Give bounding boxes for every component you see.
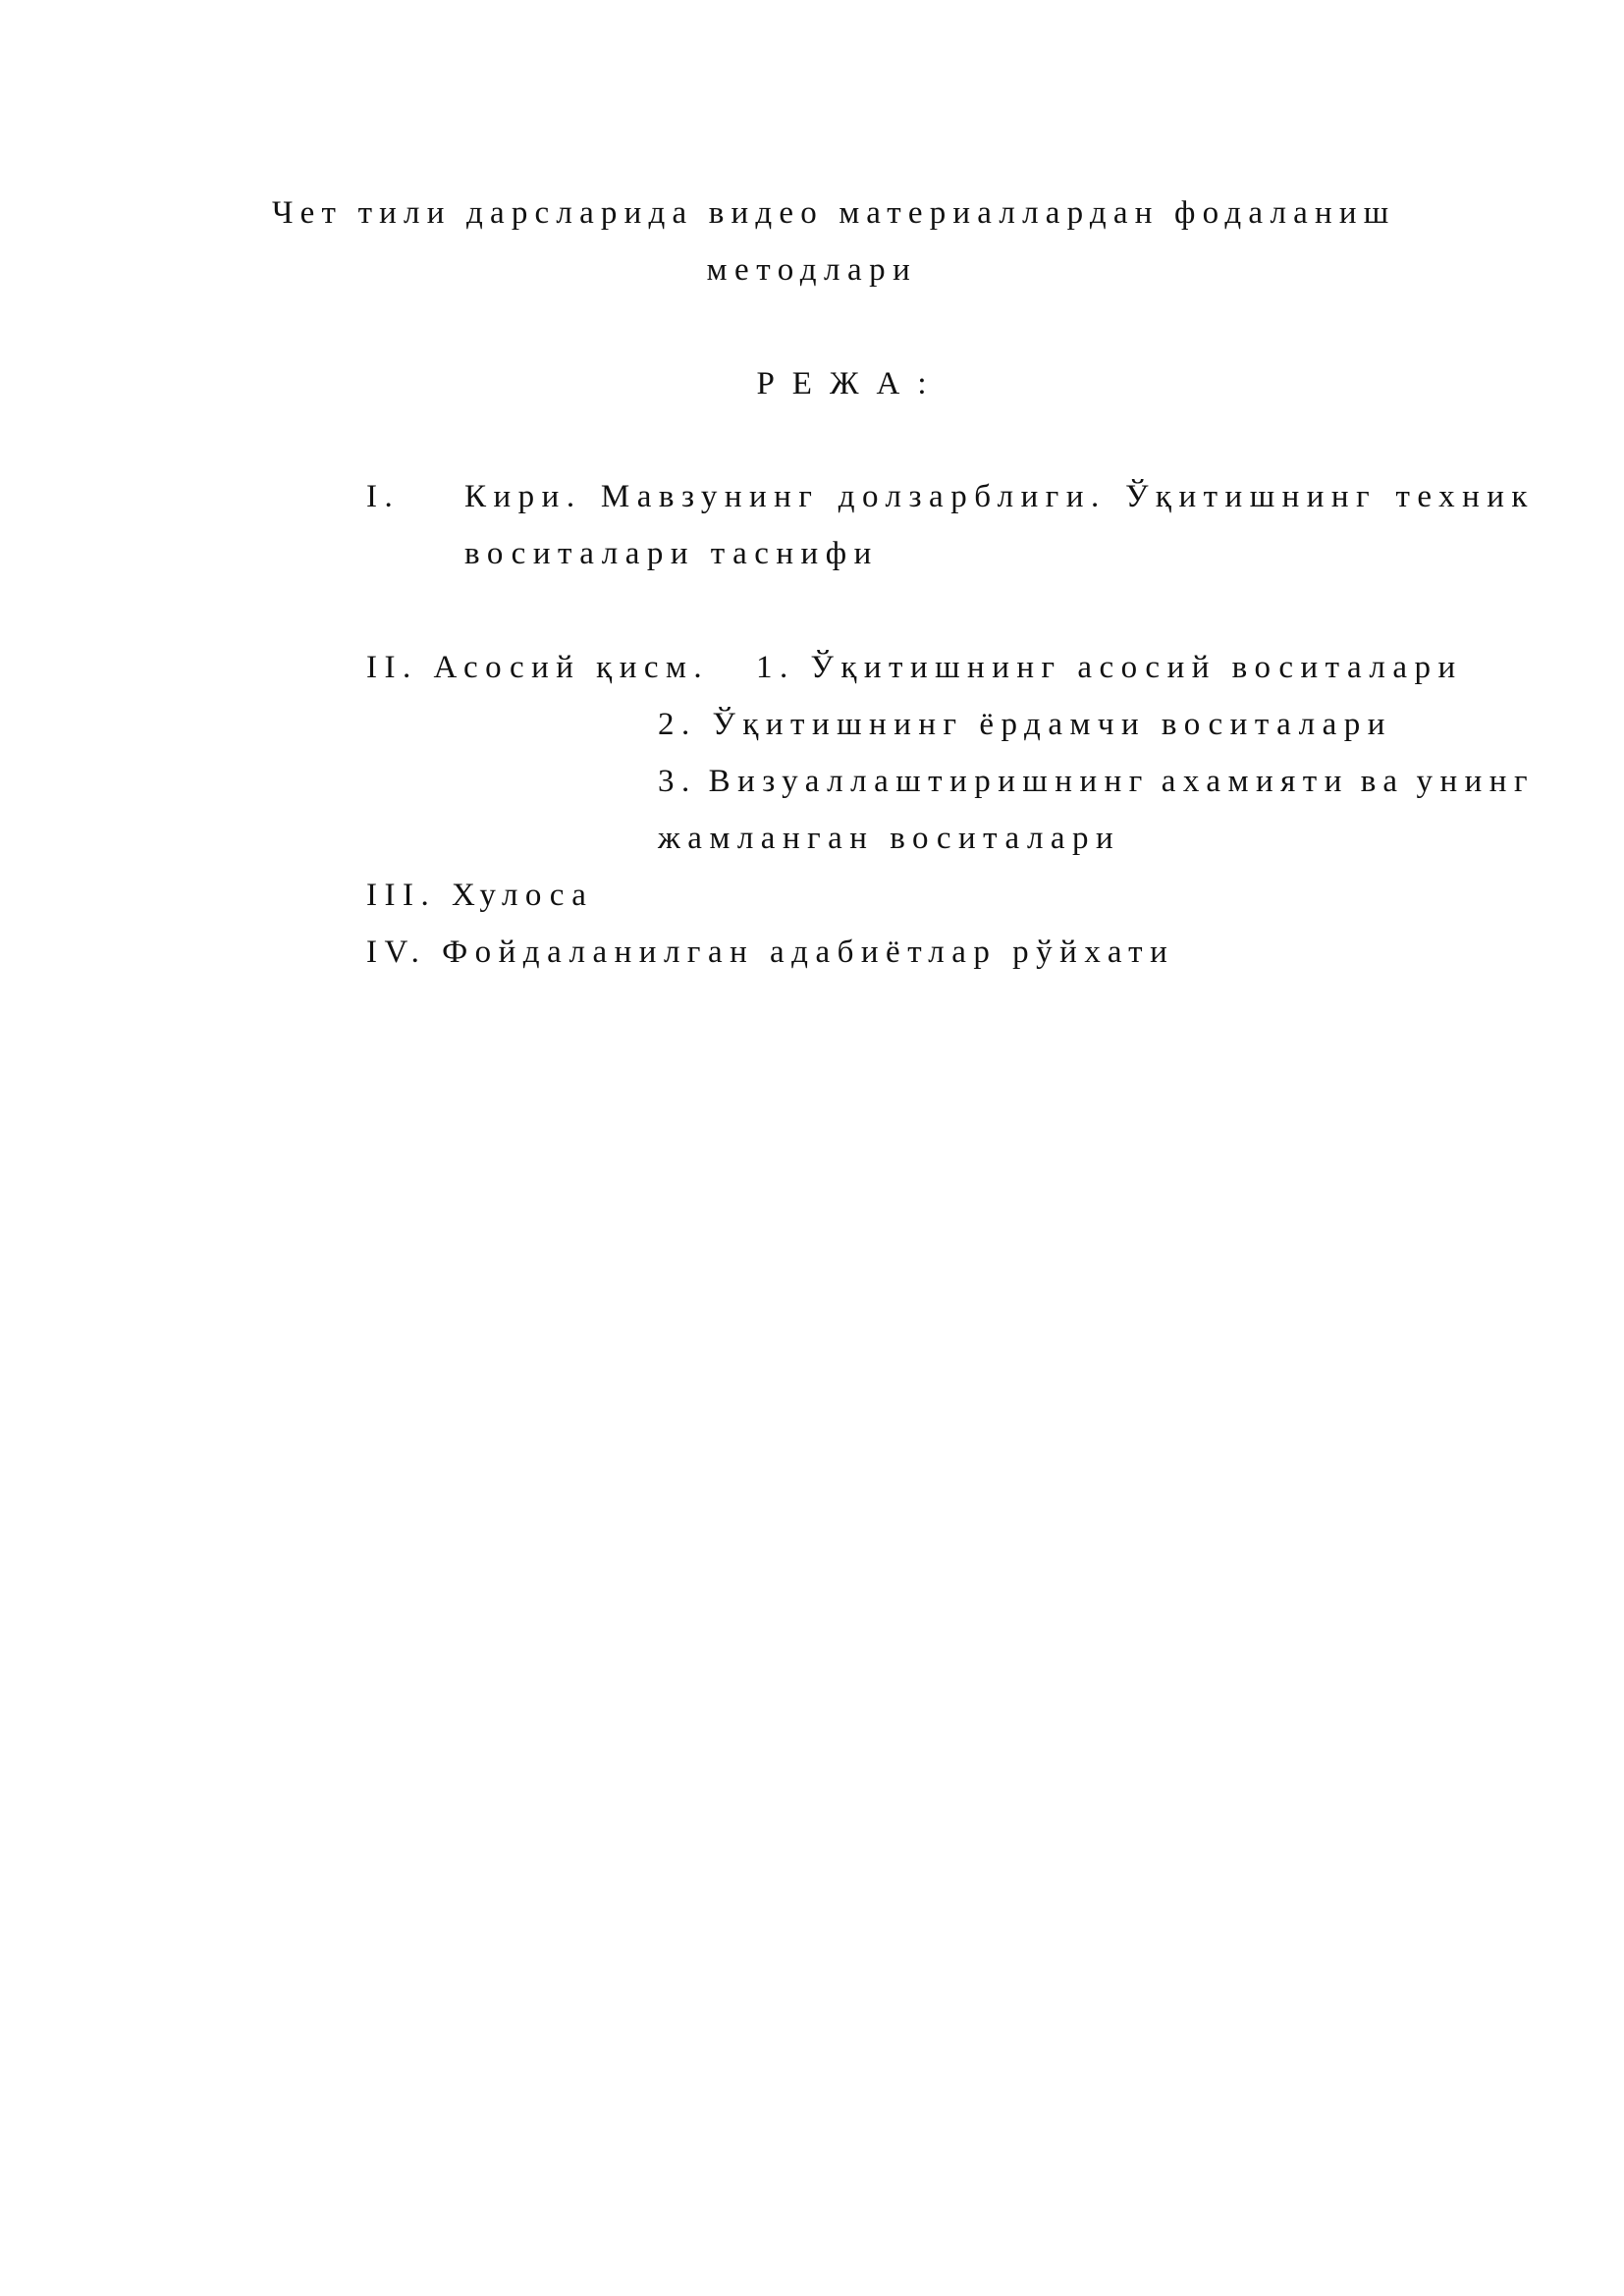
plan-subitem-2: 2. Ўқитишнинг ёрдамчи воситалари [658, 707, 1392, 742]
plan-item-1-word: Мавзунинг [600, 479, 820, 514]
plan-item-1-word: Ўқитишнинг [1125, 479, 1378, 514]
plan-subitem-3-word: ва [1360, 764, 1405, 799]
plan-subitem-1: 1. Ўқитишнинг асосий воситалари [756, 650, 1463, 685]
plan-subitem-3-word: 3. [658, 764, 697, 799]
plan-item-1-word: техник [1395, 479, 1535, 514]
plan-item-1-number: I. [366, 479, 401, 514]
plan-item-4: IV. Фойдаланилган адабиётлар рўйхати [366, 934, 1175, 970]
plan-heading: РЕЖА: [756, 366, 945, 401]
plan-item-1-word: Кири. [464, 479, 582, 514]
plan-item-1-line-2: воситалари таснифи [464, 536, 879, 571]
plan-subitem-3-word: Визуаллаштиришнинг [708, 764, 1150, 799]
document-title-line-1: Чет тили дарсларида видео материаллардан фодаланиш [272, 195, 1396, 231]
plan-item-3: III. Хулоса [366, 878, 594, 913]
plan-item-1-line-1 [464, 481, 1535, 513]
plan-subitem-3-line-2: жамланган воситалари [658, 821, 1121, 856]
plan-subitem-3-word: унинг [1416, 764, 1535, 799]
plan-item-1-word: долзарблиги. [838, 479, 1107, 514]
plan-subitem-3-line-1 [658, 766, 1535, 798]
plan-item-2-label: II. Асосий қисм. [366, 650, 710, 685]
plan-subitem-3-word: ахамияти [1161, 764, 1349, 799]
document-title-line-2: методлари [706, 252, 918, 288]
